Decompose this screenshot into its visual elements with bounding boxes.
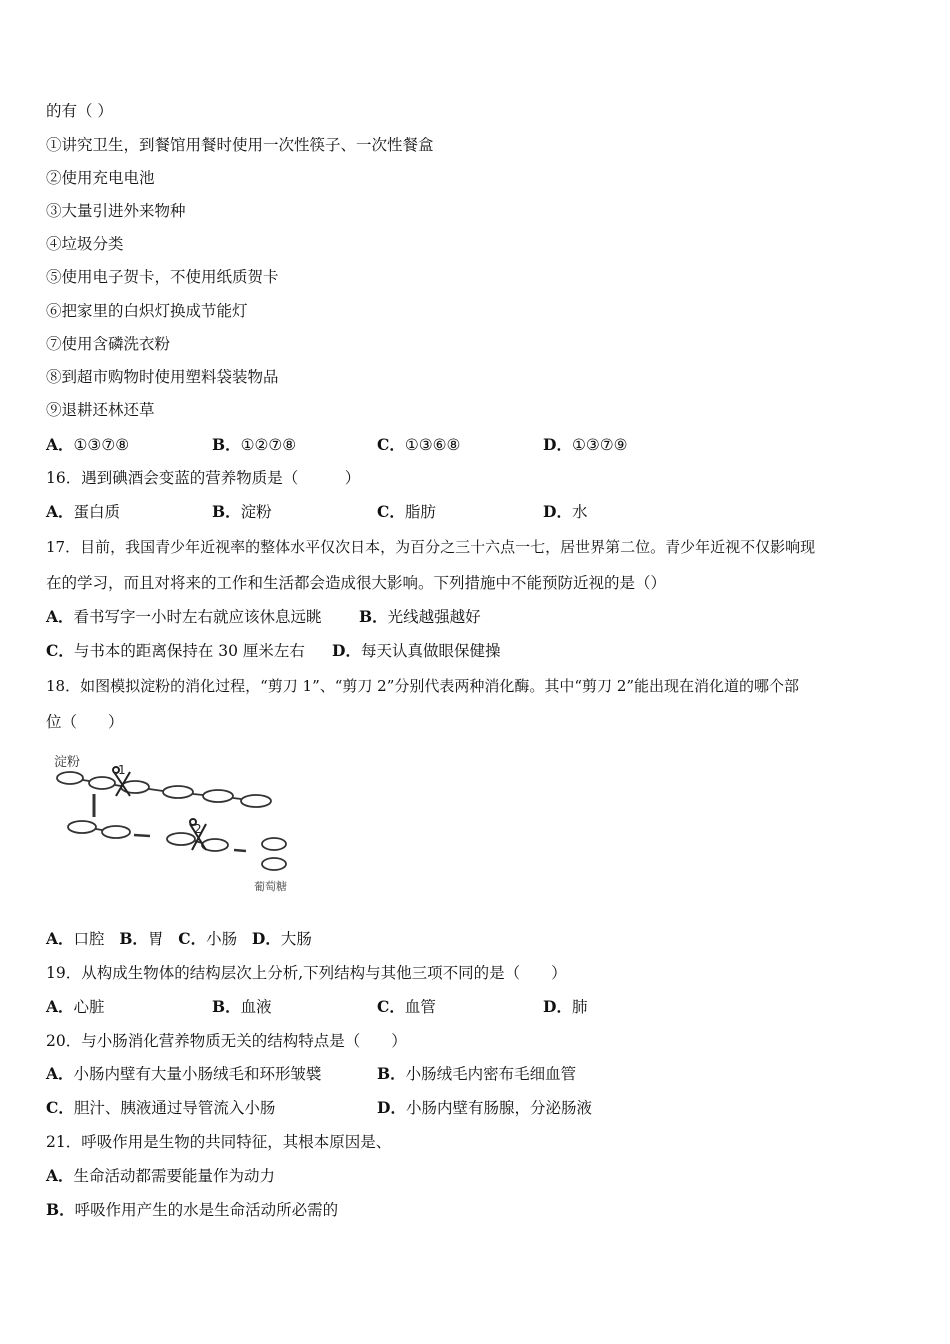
q16-option-d[interactable]: D．水: [543, 502, 588, 521]
q15-item-2: ②使用充电电池: [46, 169, 155, 187]
glucose-unit: [262, 858, 286, 870]
q20-option-b[interactable]: B．小肠绒毛内密布毛细血管: [377, 1064, 577, 1083]
q18-option-a[interactable]: A．口腔: [46, 929, 105, 948]
q19-option-c[interactable]: C．血管: [377, 997, 436, 1016]
glucose-unit: [262, 838, 286, 850]
figure-label-glucose: 葡萄糖: [254, 880, 287, 893]
q15-item-4: ④垃圾分类: [46, 235, 124, 253]
maltose-unit: [102, 826, 130, 838]
q18-option-d[interactable]: D．大肠: [251, 929, 312, 948]
q21-option-a[interactable]: A．生命活动都需要能量作为动力: [46, 1166, 276, 1185]
figure-label-starch: 淀粉: [54, 755, 81, 770]
starch-unit: [163, 786, 193, 798]
maltose-unit: [167, 833, 195, 845]
q16-option-c[interactable]: C．脂肪: [377, 502, 436, 521]
q15-item-9: ⑨退耕还林还草: [46, 401, 155, 419]
q18-option-c[interactable]: C．小肠: [178, 929, 238, 948]
starch-unit: [57, 772, 83, 784]
starch-unit: [89, 777, 115, 789]
q18-options-row: [46, 929, 312, 949]
q18-stem-line2: 位（ ）: [46, 713, 124, 731]
q16-stem: 16．遇到碘酒会变蓝的营养物质是（ ）: [46, 469, 361, 487]
q21-stem: 21．呼吸作用是生物的共同特征，其根本原因是、: [46, 1133, 392, 1151]
q19-option-d[interactable]: D．肺: [543, 997, 588, 1016]
q15-item-5: ⑤使用电子贺卡，不使用纸质贺卡: [46, 268, 279, 286]
maltose-unit: [68, 821, 96, 833]
q17-stem-line1: 17．目前，我国青少年近视率的整体水平仅次日本，为百分之三十六点一七，居世界第二位。青少年近视不仅影响现: [46, 538, 816, 556]
q15-item-6: ⑥把家里的白炽灯换成节能灯: [46, 302, 248, 320]
q20-option-a[interactable]: A．小肠内壁有大量小肠绒毛和环形皱襞: [46, 1064, 322, 1083]
q19-option-a[interactable]: A．心脏: [46, 997, 105, 1016]
starch-unit: [241, 795, 271, 807]
q15-item-7: ⑦使用含磷洗衣粉: [46, 335, 171, 353]
q15-option-c[interactable]: C．①③⑥⑧: [377, 435, 461, 454]
q15-item-1: ①讲究卫生，到餐馆用餐时使用一次性筷子、一次性餐盒: [46, 136, 434, 154]
starch-unit: [203, 790, 233, 802]
q15-item-8: ⑧到超市购物时使用塑料袋装物品: [46, 368, 279, 386]
starch-digestion-figure: [50, 752, 310, 897]
q15-option-a[interactable]: A．①③⑦⑧: [46, 435, 130, 454]
q17-stem-line2: 在的学习，而且对将来的工作和生活都会造成很大影响。下列措施中不能预防近视的是（）: [46, 574, 667, 592]
q15-item-3: ③大量引进外来物种: [46, 202, 186, 220]
q19-option-b[interactable]: B．血液: [212, 997, 272, 1016]
q16-option-a[interactable]: A．蛋白质: [46, 502, 121, 521]
q15-stem-tail: 的有（ ）: [46, 102, 113, 120]
q19-stem: 19．从构成生物体的结构层次上分析,下列结构与其他三项不同的是（ ）: [46, 964, 567, 982]
q15-option-b[interactable]: B．①②⑦⑧: [212, 435, 297, 454]
q20-option-c[interactable]: C．胆汁、胰液通过导管流入小肠: [46, 1098, 276, 1117]
q18-stem-line1: 18．如图模拟淀粉的消化过程，“剪刀 1”、“剪刀 2”分别代表两种消化酶。其中“剪刀 2”能出现在消化道的哪个部: [46, 677, 800, 695]
q17-option-b[interactable]: B．光线越强越好: [359, 607, 481, 626]
q17-option-a[interactable]: A．看书写字一小时左右就应该休息远眺: [46, 607, 322, 626]
q17-option-d[interactable]: D．每天认真做眼保健操: [332, 641, 501, 660]
q20-stem: 20．与小肠消化营养物质无关的结构特点是（ ）: [46, 1032, 407, 1050]
q18-option-b[interactable]: B．胃: [119, 929, 164, 948]
q16-option-b[interactable]: B．淀粉: [212, 502, 272, 521]
q20-option-d[interactable]: D．小肠内壁有肠腺，分泌肠液: [377, 1098, 592, 1117]
q17-option-c[interactable]: C．与书本的距离保持在 30 厘米左右: [46, 641, 305, 660]
q21-option-b[interactable]: B．呼吸作用产生的水是生命活动所必需的: [46, 1200, 339, 1219]
figure-label-scissor-2: 2: [194, 822, 202, 836]
figure-label-scissor-1: 1: [118, 763, 126, 777]
q15-option-d[interactable]: D．①③⑦⑨: [543, 435, 628, 454]
